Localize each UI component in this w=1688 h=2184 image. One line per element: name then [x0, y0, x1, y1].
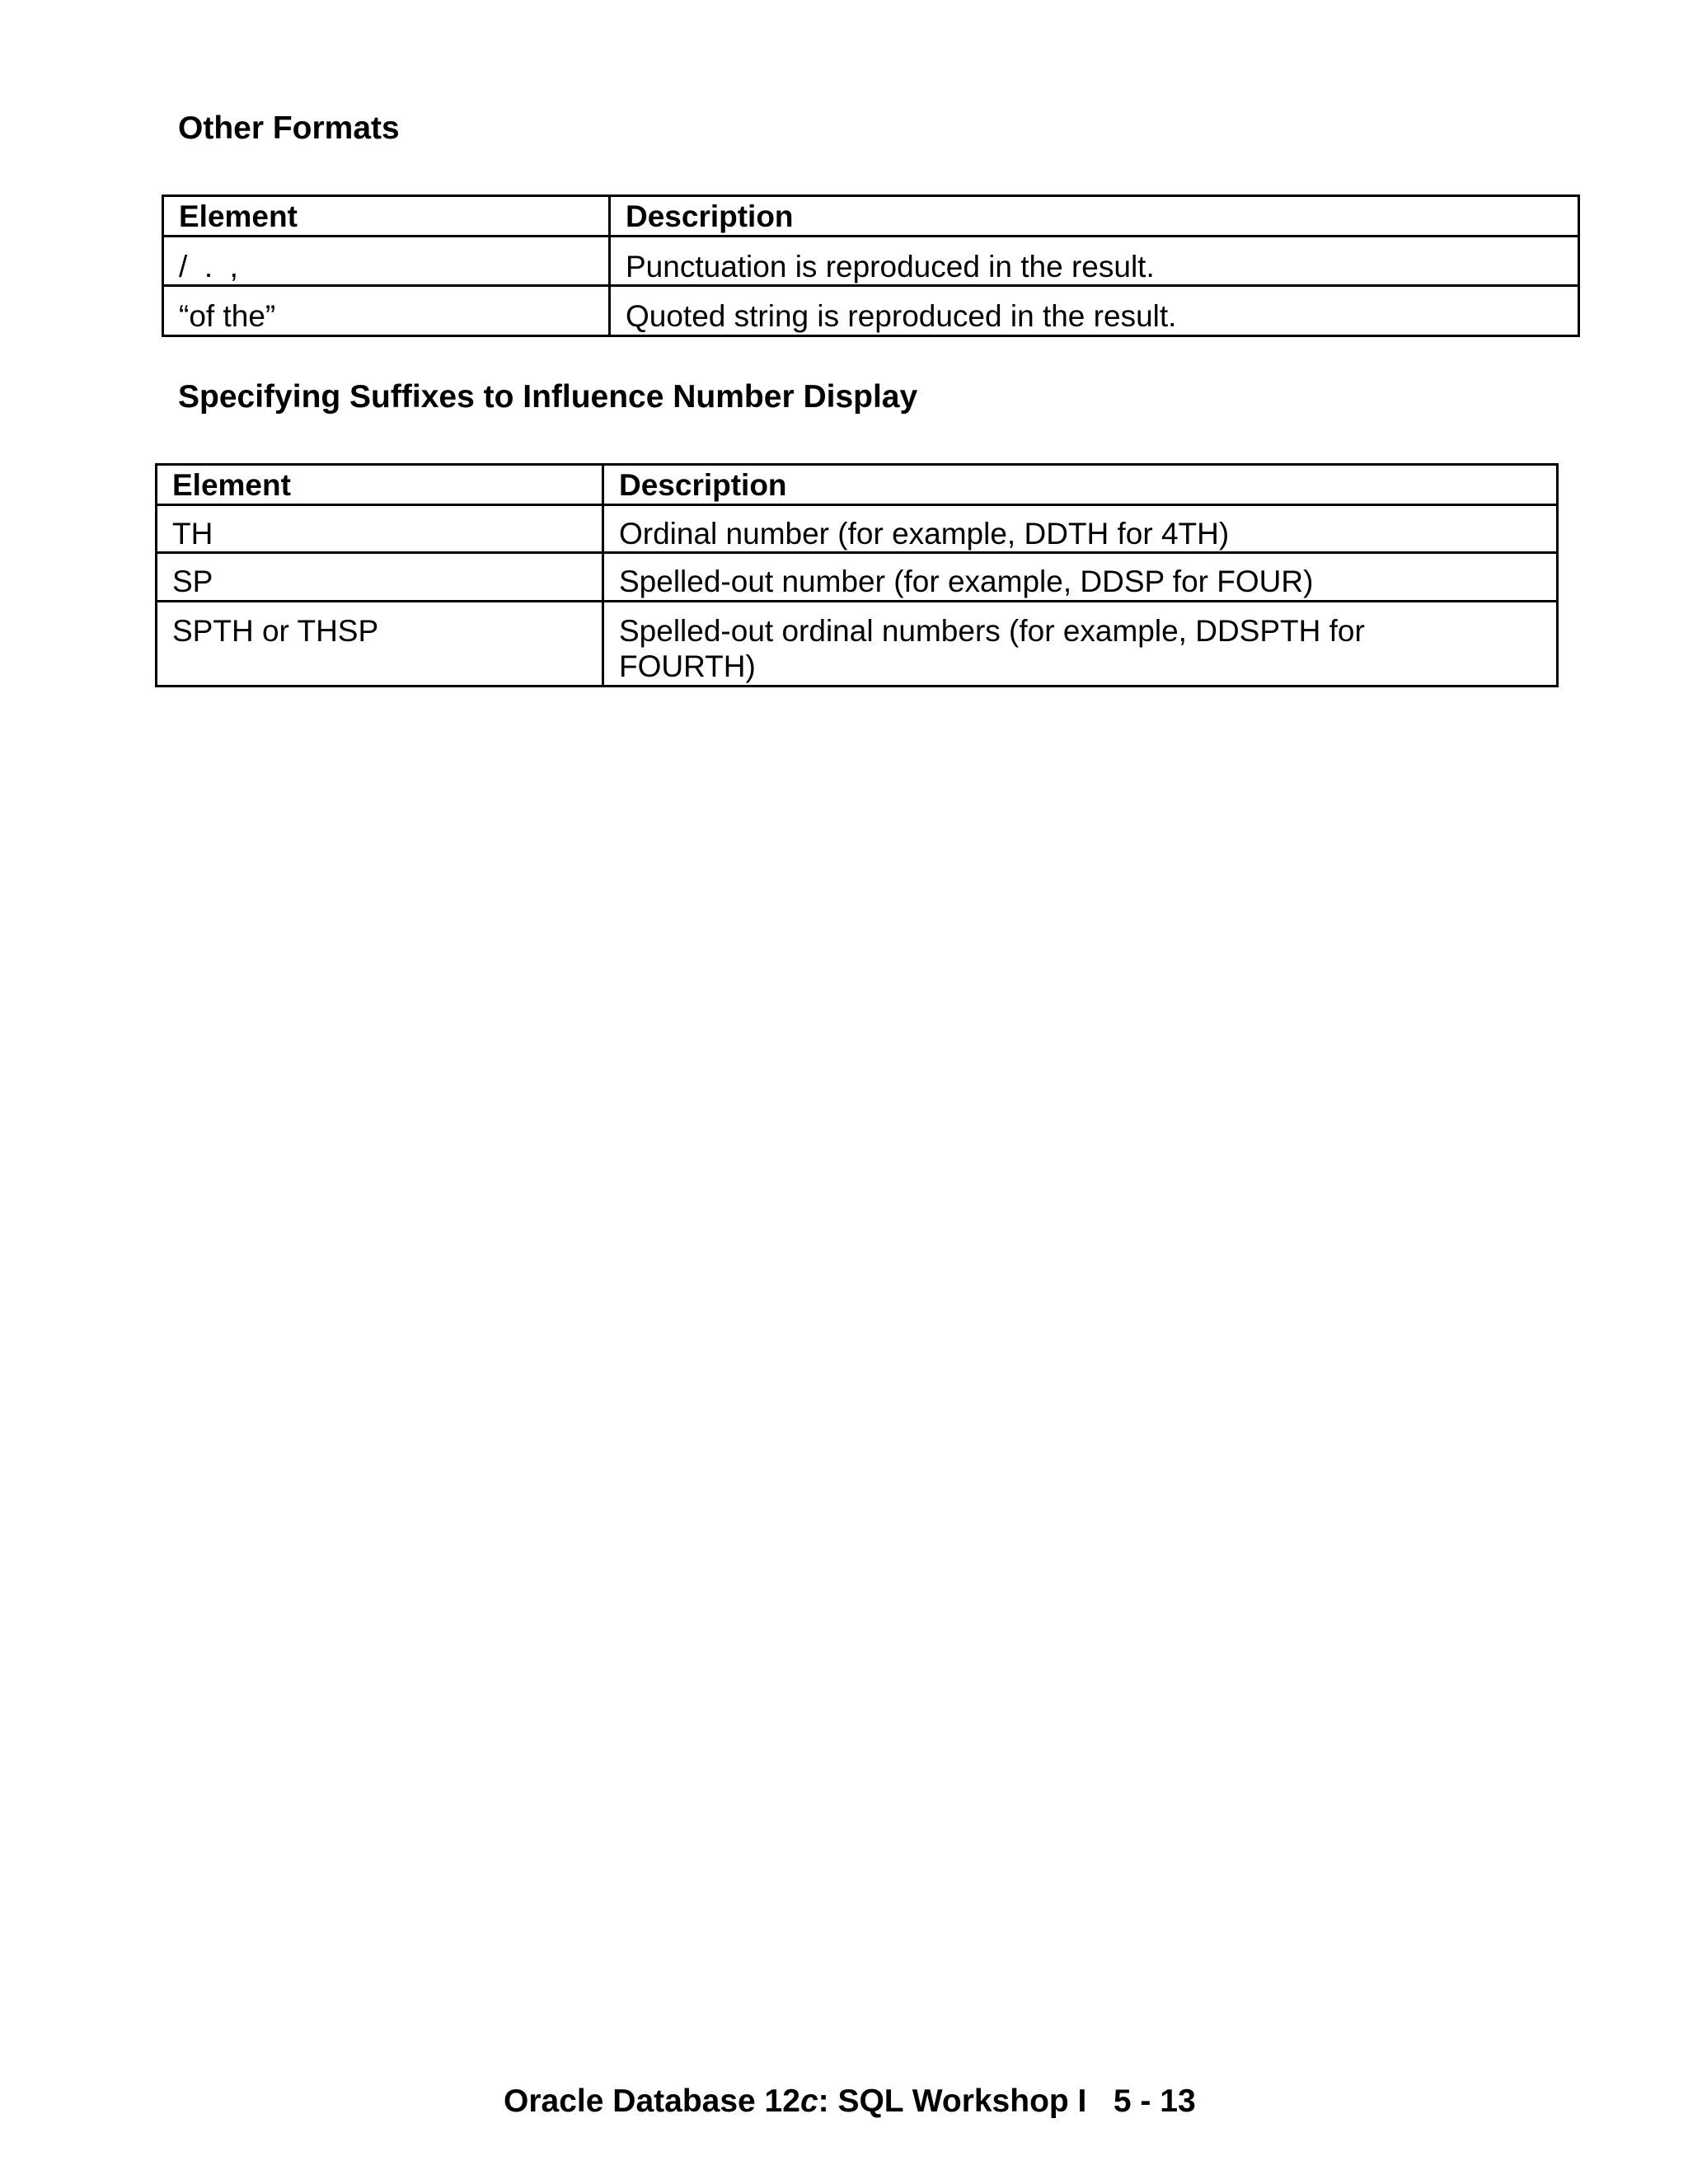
description-cell: Quoted string is reproduced in the result.	[610, 286, 1579, 336]
column-header-description: Description	[603, 465, 1558, 505]
element-cell: / . ,	[163, 236, 610, 286]
column-header-element: Element	[157, 465, 603, 505]
element-cell: “of the”	[163, 286, 610, 336]
other-formats-table	[162, 194, 1580, 337]
table-row	[157, 504, 1558, 553]
description-cell: Punctuation is reproduced in the result.	[610, 236, 1579, 286]
element-cell: SP	[157, 553, 603, 602]
element-cell: TH	[157, 504, 603, 553]
table-row	[163, 236, 1579, 286]
column-header-description: Description	[610, 196, 1579, 237]
heading-other-formats: Other Formats	[178, 110, 400, 146]
element-cell: SPTH or THSP	[157, 601, 603, 686]
description-cell: Spelled-out ordinal numbers (for example, DDSPTH for FOURTH)	[603, 601, 1558, 686]
suffixes-table	[155, 463, 1559, 687]
footer-title: Oracle Database 12c: SQL Workshop I	[504, 2083, 1087, 2119]
table-header-row	[163, 196, 1579, 237]
table-header-row	[157, 465, 1558, 505]
description-cell: Ordinal number (for example, DDTH for 4TH)	[603, 504, 1558, 553]
table-row	[157, 553, 1558, 602]
column-header-element: Element	[163, 196, 610, 237]
table-row	[157, 601, 1558, 686]
page-footer	[0, 2047, 1688, 2120]
page-number: 5 - 13	[1113, 2083, 1196, 2119]
table-row	[163, 286, 1579, 336]
description-cell: Spelled-out number (for example, DDSP for FOUR)	[603, 553, 1558, 602]
heading-suffixes: Specifying Suffixes to Influence Number Display	[178, 379, 918, 415]
